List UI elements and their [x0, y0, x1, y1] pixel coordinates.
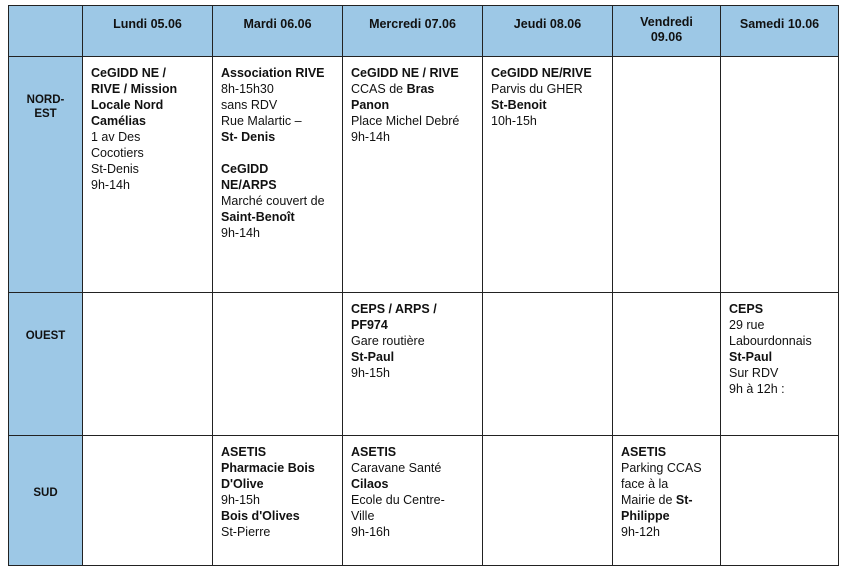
cell-line — [729, 365, 834, 381]
schedule-cell — [721, 57, 839, 293]
cell-text: St- Denis — [221, 130, 276, 144]
cell-line — [621, 476, 716, 492]
cell-line — [221, 145, 338, 161]
cell-text: St-Paul — [729, 350, 773, 364]
day-header: Lundi 05.06 — [83, 6, 213, 57]
cell-line — [221, 81, 338, 97]
cell-text: CeGIDD — [221, 162, 269, 176]
cell-text: 9h-14h — [351, 130, 390, 144]
cell-line — [351, 81, 478, 97]
cell-line — [351, 492, 478, 508]
cell-line — [91, 161, 208, 177]
region-row — [9, 436, 839, 566]
cell-line — [729, 333, 834, 349]
cell-text: 9h à 12h : — [729, 382, 785, 396]
cell-text: Gare routière — [351, 334, 425, 348]
cell-text: Bois d'Olives — [221, 509, 300, 523]
cell-line — [621, 524, 716, 540]
cell-line — [491, 113, 608, 129]
day-header: Jeudi 08.06 — [483, 6, 613, 57]
cell-line — [491, 81, 608, 97]
cell-line — [351, 333, 478, 349]
cell-line — [491, 97, 608, 113]
schedule-cell — [721, 436, 839, 566]
cell-line — [621, 460, 716, 476]
cell-text: Labourdonnais — [729, 334, 812, 348]
cell-text: Parvis du GHER — [491, 82, 583, 96]
cell-text: 8h-15h30 — [221, 82, 274, 96]
cell-text: PF974 — [351, 318, 388, 332]
schedule-cell — [613, 57, 721, 293]
cell-text: Ecole du Centre- — [351, 493, 445, 507]
cell-line — [91, 65, 208, 81]
cell-text: 9h-15h — [221, 493, 260, 507]
schedule-cell — [613, 293, 721, 436]
cell-text: Cilaos — [351, 477, 389, 491]
header-corner — [9, 6, 83, 57]
cell-text: sans RDV — [221, 98, 278, 112]
cell-line — [91, 129, 208, 145]
cell-line — [621, 444, 716, 460]
cell-line — [351, 129, 478, 145]
cell-line — [91, 97, 208, 113]
cell-text: ASETIS — [621, 445, 667, 459]
schedule-cell — [483, 436, 613, 566]
cell-text: Place Michel Debré — [351, 114, 460, 128]
cell-line — [91, 177, 208, 193]
cell-line — [621, 492, 716, 508]
cell-text: ASETIS — [221, 445, 267, 459]
cell-line — [221, 492, 338, 508]
cell-line — [221, 225, 338, 241]
cell-text: 1 av Des — [91, 130, 141, 144]
cell-line — [351, 460, 478, 476]
cell-line — [351, 97, 478, 113]
cell-line — [351, 65, 478, 81]
region-label: NORD- EST — [9, 57, 83, 293]
cell-line — [221, 460, 338, 476]
cell-line — [91, 81, 208, 97]
cell-text: CEPS — [729, 302, 764, 316]
cell-text: St-Denis — [91, 162, 139, 176]
cell-line — [221, 444, 338, 460]
schedule-cell — [343, 436, 483, 566]
cell-line — [221, 161, 338, 177]
cell-line — [621, 508, 716, 524]
schedule-cell — [483, 57, 613, 293]
cell-text: St-Paul — [351, 350, 395, 364]
cell-line — [351, 476, 478, 492]
cell-line — [351, 444, 478, 460]
day-header: Mercredi 07.06 — [343, 6, 483, 57]
cell-line — [351, 508, 478, 524]
cell-text: Saint-Benoît — [221, 210, 295, 224]
cell-text: Camélias — [91, 114, 146, 128]
region-label: OUEST — [9, 293, 83, 436]
cell-text: 29 rue — [729, 318, 765, 332]
cell-text: Parking CCAS — [621, 461, 702, 475]
cell-text: CCAS de — [351, 82, 407, 96]
cell-text: Mairie de — [621, 493, 676, 507]
cell-text: CeGIDD NE / RIVE — [351, 66, 459, 80]
cell-line — [729, 301, 834, 317]
cell-line — [351, 365, 478, 381]
cell-text: St-Benoit — [491, 98, 547, 112]
cell-text: RIVE / Mission — [91, 82, 178, 96]
cell-line — [351, 113, 478, 129]
schedule-cell — [483, 293, 613, 436]
cell-text: D'Olive — [221, 477, 264, 491]
cell-text: Caravane Santé — [351, 461, 442, 475]
cell-text: Bras — [406, 82, 435, 96]
day-header: Samedi 10.06 — [721, 6, 839, 57]
cell-text: Sur RDV — [729, 366, 779, 380]
cell-line — [221, 177, 338, 193]
schedule-cell — [613, 436, 721, 566]
cell-line — [221, 65, 338, 81]
schedule-cell — [213, 293, 343, 436]
region-label: SUD — [9, 436, 83, 566]
cell-text: Cocotiers — [91, 146, 144, 160]
cell-text: 9h-14h — [91, 178, 130, 192]
cell-text: 9h-15h — [351, 366, 390, 380]
day-header: Vendredi 09.06 — [613, 6, 721, 57]
schedule-cell — [213, 436, 343, 566]
cell-line — [221, 129, 338, 145]
cell-line — [221, 476, 338, 492]
cell-line — [351, 524, 478, 540]
cell-line — [351, 301, 478, 317]
cell-text: CeGIDD NE / — [91, 66, 167, 80]
schedule-cell — [343, 57, 483, 293]
cell-text: 9h-14h — [221, 226, 260, 240]
cell-line — [221, 97, 338, 113]
schedule-cell — [83, 293, 213, 436]
cell-text: Ville — [351, 509, 375, 523]
cell-text: Pharmacie Bois — [221, 461, 315, 475]
cell-line — [221, 113, 338, 129]
cell-line — [729, 381, 834, 397]
day-header: Mardi 06.06 — [213, 6, 343, 57]
cell-line — [221, 193, 338, 209]
cell-line — [221, 524, 338, 540]
cell-line — [729, 349, 834, 365]
cell-text: Rue Malartic – — [221, 114, 302, 128]
cell-text: Panon — [351, 98, 390, 112]
schedule-cell — [213, 57, 343, 293]
schedule-cell — [83, 57, 213, 293]
cell-line — [351, 317, 478, 333]
cell-text: 10h-15h — [491, 114, 537, 128]
cell-text: St- — [675, 493, 693, 507]
cell-text: NE/ARPS — [221, 178, 277, 192]
cell-text: CEPS / ARPS / — [351, 302, 437, 316]
cell-line — [351, 349, 478, 365]
cell-line — [91, 113, 208, 129]
cell-text: CeGIDD NE/RIVE — [491, 66, 592, 80]
cell-text: 9h-16h — [351, 525, 390, 539]
schedule-cell — [721, 293, 839, 436]
cell-text: Association RIVE — [221, 66, 325, 80]
region-row — [9, 57, 839, 293]
schedule-cell — [343, 293, 483, 436]
cell-line — [221, 508, 338, 524]
cell-text: 9h-12h — [621, 525, 660, 539]
header-row — [9, 6, 839, 57]
cell-text: face à la — [621, 477, 669, 491]
cell-text: Marché couvert de — [221, 194, 325, 208]
cell-text: St-Pierre — [221, 525, 271, 539]
cell-text: Locale Nord — [91, 98, 164, 112]
region-row — [9, 293, 839, 436]
cell-line — [491, 65, 608, 81]
cell-line — [221, 209, 338, 225]
cell-text: ASETIS — [351, 445, 397, 459]
cell-line — [729, 317, 834, 333]
cell-text: Philippe — [621, 509, 670, 523]
schedule-table — [8, 5, 839, 566]
schedule-cell — [83, 436, 213, 566]
cell-line — [91, 145, 208, 161]
